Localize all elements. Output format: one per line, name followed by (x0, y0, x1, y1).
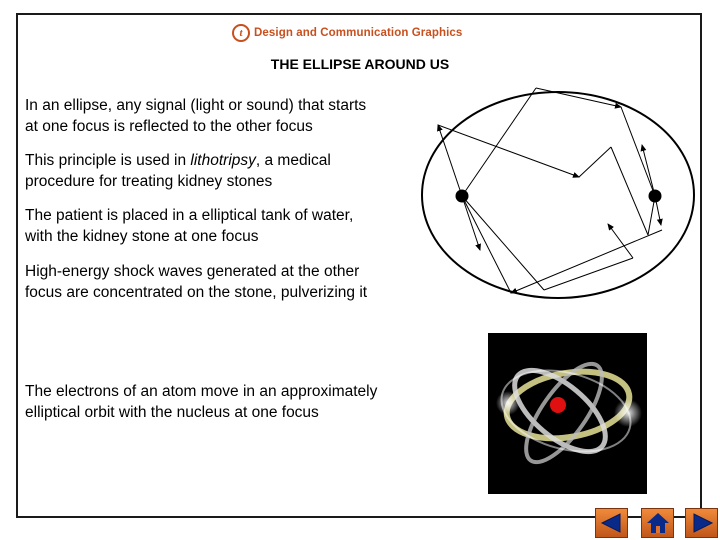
paragraph-line: focus are concentrated on the stone, pulverizing it (25, 284, 368, 301)
term-lithotripsy: lithotripsy (190, 152, 256, 169)
back-button[interactable] (595, 508, 628, 538)
paragraph-lithotripsy (25, 150, 331, 192)
paragraph-ellipse-reflection (25, 95, 366, 137)
forward-arrow-icon (689, 512, 715, 534)
brand-header (232, 22, 462, 44)
slide-title-text: THE ELLIPSE AROUND US (270, 56, 450, 72)
paragraph-line: with the kidney stone at one focus (25, 228, 259, 245)
slide-title (0, 56, 720, 72)
forward-button[interactable] (685, 508, 718, 538)
nucleus (550, 397, 566, 413)
brand-title: Design and Communication Graphics (254, 27, 463, 39)
atom-orbit-image (488, 333, 647, 494)
reflection-paths (438, 88, 662, 293)
focus-point-left (456, 190, 469, 203)
paragraph-line: at one focus is reflected to the other focus (25, 118, 313, 135)
home-icon (644, 511, 672, 535)
paragraph-line: High-energy shock waves generated at the other (25, 263, 360, 280)
ellipse-reflection-diagram (418, 85, 698, 300)
paragraph-line: elliptical orbit with the nucleus at one focus (25, 404, 319, 421)
focus-point-right (649, 190, 662, 203)
paragraph-line: The patient is placed in a elliptical tank of water, (25, 207, 354, 224)
brand-logo: t (232, 24, 250, 42)
paragraph-tank (25, 205, 353, 247)
paragraph-shock-waves (25, 261, 367, 303)
paragraph-line: procedure for treating kidney stones (25, 173, 273, 190)
home-button[interactable] (641, 508, 674, 538)
text-run: , a medical (255, 152, 331, 169)
text-run: This principle is used in (25, 152, 191, 169)
back-arrow-icon (599, 512, 625, 534)
paragraph-line: The electrons of an atom move in an approximately (25, 383, 378, 400)
paragraph-electrons (25, 381, 377, 423)
paragraph-line (25, 150, 331, 171)
paragraph-line: In an ellipse, any signal (light or sound) that starts (25, 97, 367, 114)
